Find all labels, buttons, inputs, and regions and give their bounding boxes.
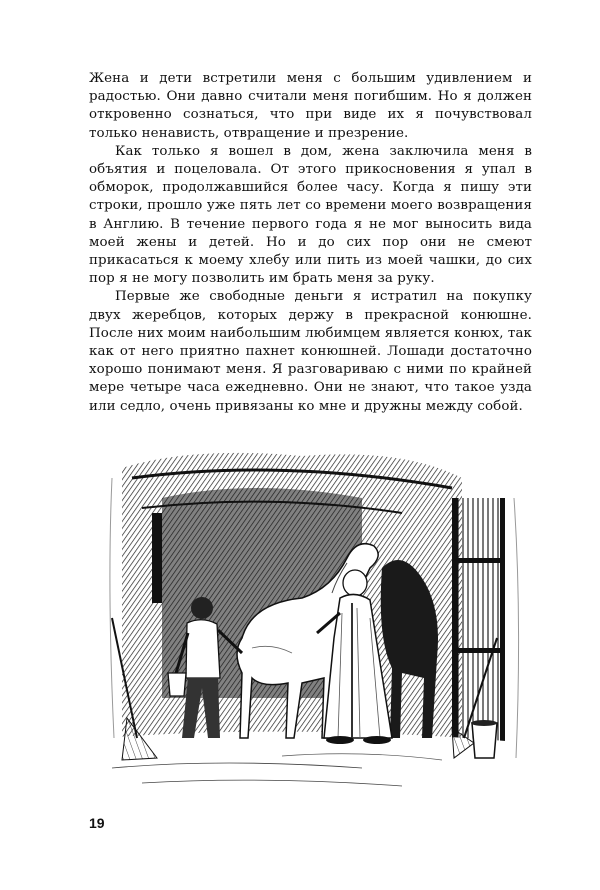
paragraph-3: Первые же свободные деньги я истратил на покупку двух жеребцов, которых держу в прекрасной конюшне. После них моим наибольшим любимцем является конюх, так как от него приятно пахнет конюшней. Лошади достаточно хорошо понимают меня. Я разговариваю с ними по крайней мере четыре часа ежедневно. Они не знают, что такое узда или седло, очень привязаны ко мне и дружны между собой. — [89, 289, 532, 414]
paragraph-2: Как только я вошел в дом, жена заключила меня в объятия и поцеловала. От этого прикосновения я упал в обморок, продолжавшийся более часу. Когда я пишу эти строки, прошло уже пять лет со времени моего возвращения в Англию. В течение первого года я не мог выносить вида моей жены и детей. Но и до сих пор они не смеют прикасаться к моему хлебу или пить из моей чашки, до сих пор я не могу позволить им брать меня за руку. — [89, 143, 532, 287]
body-text — [89, 70, 532, 416]
page-number: 19 — [89, 815, 105, 831]
paragraph-1: Жена и дети встретили меня с большим удивлением и радостью. Они давно считали меня погибшим. Но я должен откровенно сознаться, что при виде их я почувствовал только ненависть, отвращение и презрение. — [89, 71, 532, 141]
stable-engraving-illustration — [102, 438, 530, 800]
